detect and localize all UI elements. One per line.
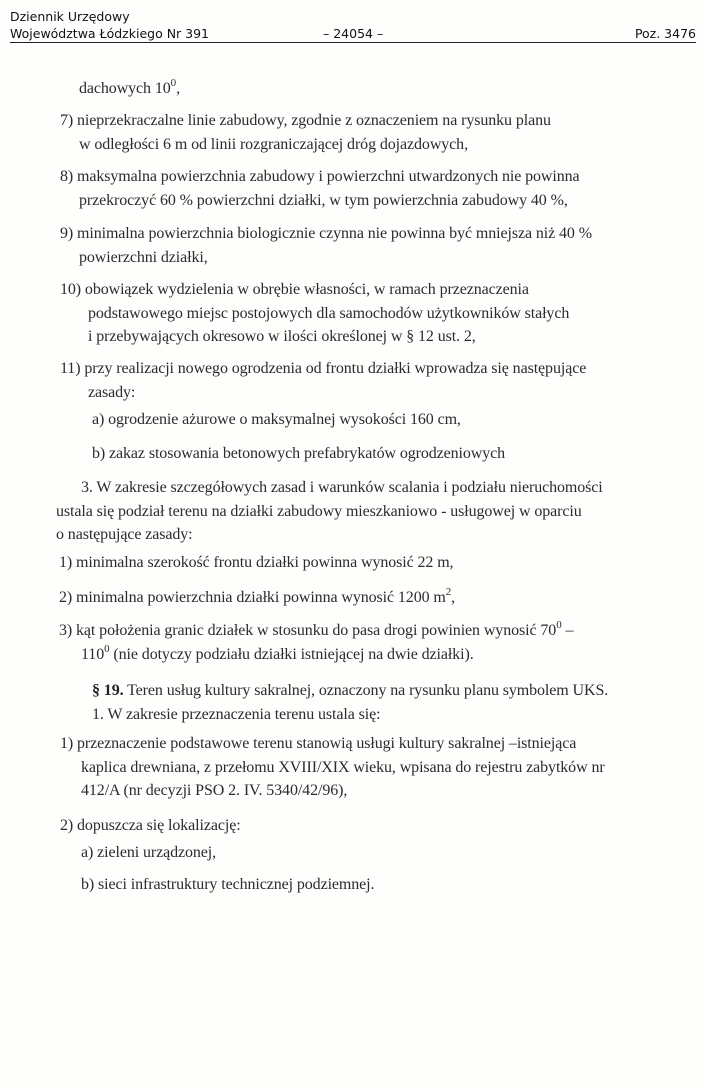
page-number: – 24054 – xyxy=(323,26,384,41)
journal-title: Dziennik Urzędowy xyxy=(10,9,130,24)
section-19-heading: § 19. Teren usług kultury sakralnej, oznaczony na rysunku planu symbolem UKS. xyxy=(92,682,609,699)
text-line: i przebywających okresowo w ilości określonej w § 12 ust. 2, xyxy=(88,328,476,345)
text-line: o następujące zasady: xyxy=(56,526,193,543)
text-line: zasady: xyxy=(88,384,136,401)
sub-item-a: a) zieleni urządzonej, xyxy=(81,844,217,861)
text-line: w odległości 6 m od linii rozgraniczającej dróg dojazdowych, xyxy=(79,136,468,153)
paragraph-3: 3. W zakresie szczegółowych zasad i warunków scalania i podziału nieruchomości xyxy=(81,479,603,496)
journal-subtitle: Województwa Łódzkiego Nr 391 xyxy=(10,26,210,41)
section-number: § 19. xyxy=(92,682,124,699)
text-line: kaplica drewniana, z przełomu XVIII/XIX wieku, wpisana do rejestru zabytków nr xyxy=(81,759,605,776)
uks-item-1: 1) przeznaczenie podstawowe terenu stanowią usługi kultury sakralnej –istniejąca xyxy=(60,735,577,752)
text-line: 1. W zakresie przeznaczenia terenu ustala się: xyxy=(92,706,381,723)
list-item-8: 8) maksymalna powierzchnia zabudowy i powierzchni utwardzonych nie powinna xyxy=(60,168,580,185)
text-line: przekroczyć 60 % powierzchni działki, w tym powierzchnia zabudowy 40 %, xyxy=(79,192,568,209)
text-line: ustala się podział terenu na działki zabudowy mieszkaniowo - usługowej w oparciu xyxy=(56,503,582,520)
sub-item-b: b) zakaz stosowania betonowych prefabrykatów ogrodzeniowych xyxy=(92,445,506,462)
rule-item-3: 3) kąt położenia granic działek w stosunku do pasa drogi powinien wynosić $70^0$ – xyxy=(59,619,574,639)
text-line: powierzchni działki, xyxy=(79,249,208,266)
text-line: $110^0$ (nie dotyczy podziału działki istniejącej na dwie działki). xyxy=(81,643,474,663)
list-item-11: 11) przy realizacji nowego ogrodzenia od frontu działki wprowadza się następujące xyxy=(60,360,587,377)
uks-item-2: 2) dopuszcza się lokalizację: xyxy=(60,817,241,834)
list-item-9: 9) minimalna powierzchnia biologicznie czynna nie powinna być mniejsza niż 40 % xyxy=(60,225,592,242)
list-item-10: 10) obowiązek wydzielenia w obrębie własności, w ramach przeznaczenia xyxy=(60,281,529,298)
list-item-7: 7) nieprzekraczalne linie zabudowy, zgodnie z oznaczeniem na rysunku planu xyxy=(60,112,551,129)
rule-item-1: 1) minimalna szerokość frontu działki powinna wynosić 22 m, xyxy=(59,554,454,571)
text-line: 412/A (nr decyzji PSO 2. IV. 5340/42/96), xyxy=(81,782,348,799)
text-line: dachowych $10^0$, xyxy=(79,77,180,97)
sub-item-a: a) ogrodzenie ażurowe o maksymalnej wysokości 160 cm, xyxy=(92,411,461,428)
position-number: Poz. 3476 xyxy=(634,26,696,41)
rule-item-2: 2) minimalna powierzchnia działki powinna wynosić 1200 $m^2$, xyxy=(59,586,456,606)
sub-item-b: b) sieci infrastruktury technicznej podziemnej. xyxy=(81,876,375,893)
text-line: podstawowego miejsc postojowych dla samochodów użytkowników stałych xyxy=(88,305,570,322)
